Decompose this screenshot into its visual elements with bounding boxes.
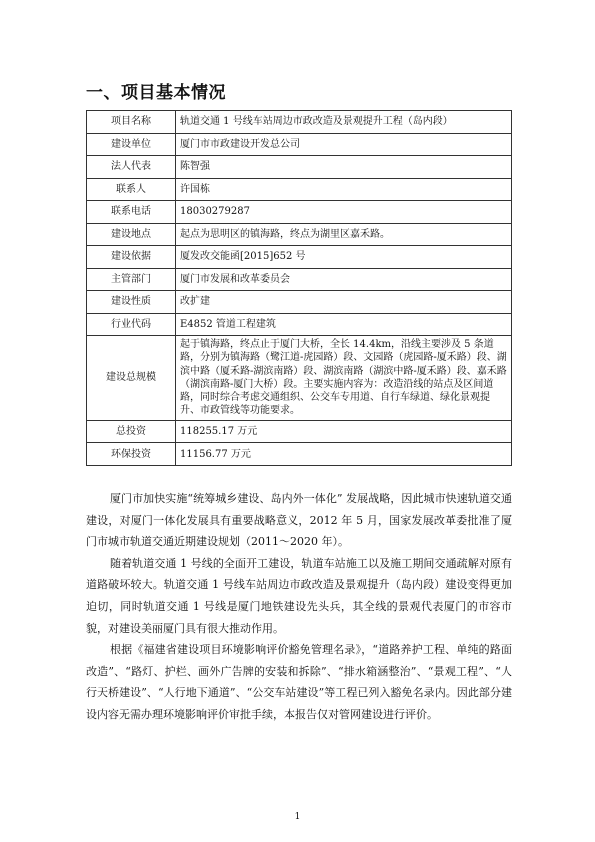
table-row (87, 111, 512, 134)
row-label-nature: 建设性质 (87, 291, 176, 314)
row-value-env-investment: 11156.77 万元 (176, 443, 512, 466)
row-label-contact-person: 联系人 (87, 178, 176, 201)
row-label-location: 建设地点 (87, 223, 176, 246)
paragraph-construction: 随着轨道交通 1 号线的全面开工建设，轨道车站施工以及施工期间交通疏解对原有道路破坏较大。轨道交通 1 号线车站周边市政改造及景观提升（岛内段）建设变得更加迫切，同时轨道交通 1 号线是厦门地铁建设先头兵，其全线的景观代表厦门的市容市貌，对建设美丽厦门具有很大推动作用。 (86, 556, 512, 635)
table-row (87, 420, 512, 443)
row-label-env-investment: 环保投资 (87, 443, 176, 466)
row-label-total-investment: 总投资 (87, 420, 176, 443)
row-value-construction-unit: 厦门市市政建设开发总公司 (176, 133, 512, 156)
table-row (87, 223, 512, 246)
row-value-legal-representative: 陈智强 (176, 156, 512, 179)
row-label-basis: 建设依据 (87, 246, 176, 269)
table-row (87, 336, 512, 421)
row-label-industry-code: 行业代码 (87, 313, 176, 336)
paragraph-exemption: 根据《福建省建设项目环境影响评价豁免管理名录》，“道路养护工程、单纯的路面改造”、“路灯、护栏、画外广告牌的安装和拆除”、“排水箱涵整治”、“景观工程”、“人行天桥建设”、“人行地下通道”、“公交车站建设”等工程已列入豁免名录内。因此部分建设内容无需办理环境影响评价审批手续，本报告仅对管网建设进行评价。 (86, 643, 512, 721)
table-row (87, 443, 512, 466)
row-value-project-name: 轨道交通 1 号线车站周边市政改造及景观提升工程（岛内段） (176, 111, 512, 134)
table-row (87, 246, 512, 269)
table-row (87, 133, 512, 156)
row-label-legal-representative: 法人代表 (87, 156, 176, 179)
row-value-location: 起点为思明区的镇海路，终点为湖里区嘉禾路。 (176, 223, 512, 246)
row-value-nature: 改扩建 (176, 291, 512, 314)
table-row (87, 178, 512, 201)
body-text (86, 488, 512, 726)
row-label-contact-phone: 联系电话 (87, 201, 176, 224)
page-number: 1 (294, 812, 301, 822)
row-label-project-name: 项目名称 (87, 111, 176, 134)
row-value-basis: 厦发改交能函[2015]652 号 (176, 246, 512, 269)
table-row (87, 201, 512, 224)
row-label-construction-unit: 建设单位 (87, 133, 176, 156)
row-value-scale: 起于镇海路，终点止于厦门大桥，全长 14.4km，沿线主要涉及 5 条道路，分别为镇海路（鹭江道-虎园路）段、文园路（虎园路-厦禾路）段、湖滨中路（厦禾路-湖滨南路）段、湖滨南路（湖滨中路-厦禾路）段、嘉禾路（湖滨南路-厦门大桥）段。主要实施内容为：改造沿线的站点及区间道路，同时综合考虑交通组织、公交车专用道、自行车绿道、绿化景观提升、市政管线等功能要求。 (176, 336, 512, 421)
paragraph-strategy: 厦门市加快实施“统筹城乡建设、岛内外一体化” 发展战略，因此城市快速轨道交通建设，对厦门一体化发展具有重要战略意义，2012 年 5 月，国家发展改革委批准了厦门市城市轨道交通近期建设规划（2011～2020 年）。 (86, 492, 512, 549)
row-value-total-investment: 118255.17 万元 (176, 420, 512, 443)
page-title: 一、项目基本情况 (86, 83, 226, 103)
table-row (87, 313, 512, 336)
table-row (87, 291, 512, 314)
table-row (87, 268, 512, 291)
table-row (87, 156, 512, 179)
row-label-scale: 建设总规模 (87, 336, 176, 421)
row-value-industry-code: E4852 管道工程建筑 (176, 313, 512, 336)
project-info-table (86, 110, 512, 466)
row-label-authority: 主管部门 (87, 268, 176, 291)
row-value-contact-person: 许国栋 (176, 178, 512, 201)
row-value-authority: 厦门市发展和改革委员会 (176, 268, 512, 291)
row-value-contact-phone: 18030279287 (176, 201, 512, 224)
